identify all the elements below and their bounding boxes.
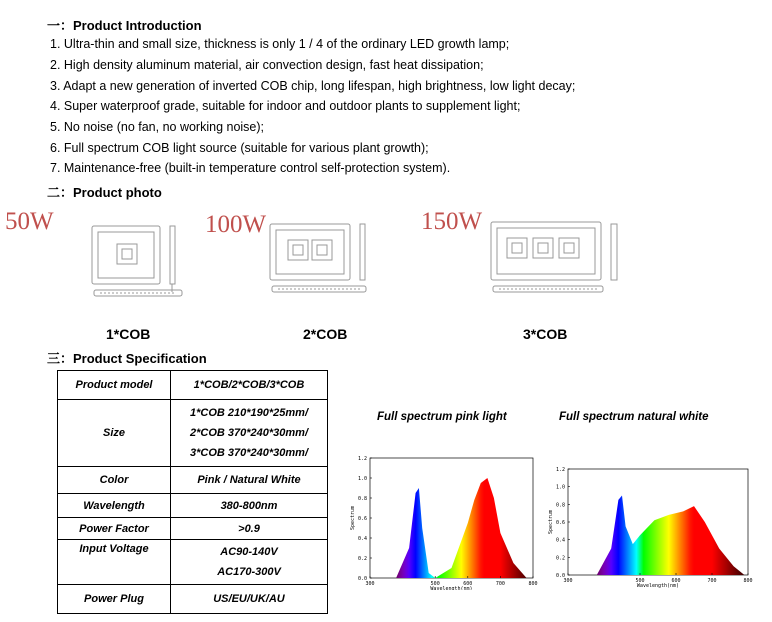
intro-item: 4. Super waterproof grade, suitable for indoor and outdoor plants to supplement light; — [50, 99, 521, 113]
spec-label: Product model — [58, 371, 171, 400]
watt-label: 100W — [205, 211, 267, 238]
y-tick-label: 1.2 — [357, 456, 367, 462]
spectrum-chart-pink — [340, 450, 540, 590]
x-tick-label: 800 — [528, 581, 538, 587]
intro-item: 6. Full spectrum COB light source (suitable for various plant growth); — [50, 141, 429, 155]
lamp-50w-image — [80, 218, 192, 306]
spec-value-line: 2*COB 370*240*30mm/ — [189, 427, 309, 439]
x-axis-label: Wavelength(nm) — [636, 583, 680, 589]
x-tick-label: 300 — [365, 581, 375, 587]
spec-label: Wavelength — [58, 494, 171, 518]
y-tick-label: 0.8 — [555, 502, 565, 509]
spec-table — [57, 370, 328, 614]
x-tick-label: 500 — [430, 581, 440, 587]
intro-item: 7. Maintenance-free (built-in temperature control self-protection system). — [50, 161, 451, 175]
spectrum-area — [396, 478, 526, 578]
spectrum-area — [597, 496, 745, 576]
cob-label: 2*COB — [303, 326, 348, 342]
y-tick-label: 1.0 — [357, 476, 367, 482]
x-tick-label: 500 — [635, 578, 645, 584]
spec-value: 1*COB/2*COB/3*COB — [171, 371, 328, 400]
x-tick-label: 800 — [743, 578, 753, 584]
watt-label: 50W — [5, 208, 54, 235]
spec-value: 380-800nm — [171, 494, 328, 518]
spec-label: Power Plug — [58, 585, 171, 614]
y-tick-label: 1.2 — [555, 467, 565, 473]
y-tick-label: 0.0 — [555, 573, 565, 579]
x-tick-label: 600 — [463, 581, 473, 587]
y-tick-label: 0.8 — [357, 496, 367, 502]
spec-heading: 三：Product Specification — [47, 351, 207, 366]
y-axis-label: Spectrum — [548, 509, 554, 535]
intro-heading: 一：Product Introduction — [47, 18, 202, 33]
intro-item: 5. No noise (no fan, no working noise); — [50, 120, 265, 134]
intro-item: 3. Adapt a new generation of inverted COB chip, long lifespan, high brightness, low light decay; — [50, 79, 576, 93]
spec-row — [58, 585, 328, 614]
intro-item: 1. Ultra-thin and small size, thickness is only 1 / 4 of the ordinary LED growth lamp; — [50, 37, 510, 51]
chart-title: Full spectrum natural white — [559, 411, 709, 423]
y-tick-label: 0.2 — [357, 556, 367, 562]
spec-row — [58, 467, 328, 494]
chart-title: Full spectrum pink light — [377, 411, 507, 423]
x-tick-label: 600 — [671, 578, 681, 584]
y-tick-label: 1.0 — [555, 484, 565, 491]
spec-label: Input Voltage — [58, 540, 171, 585]
x-tick-label: 700 — [495, 581, 505, 587]
spec-row — [58, 518, 328, 540]
cob-label: 1*COB — [106, 326, 151, 342]
y-tick-label: 0.0 — [357, 576, 367, 582]
spec-value — [171, 540, 328, 585]
y-tick-label: 0.6 — [357, 516, 367, 522]
x-axis-label: Wavelength(nm) — [430, 586, 473, 590]
y-tick-label: 0.6 — [555, 520, 565, 526]
spec-value-line: 1*COB 210*190*25mm/ — [189, 407, 309, 419]
spec-value-line: AC170-300V — [217, 566, 281, 578]
y-tick-label: 0.2 — [555, 555, 565, 562]
y-tick-label: 0.4 — [357, 536, 367, 542]
spec-row — [58, 540, 328, 585]
spec-value: Pink / Natural White — [171, 467, 328, 494]
spec-value: US/EU/UK/AU — [171, 585, 328, 614]
photo-heading: 二：Product photo — [47, 185, 162, 200]
spec-row — [58, 494, 328, 518]
spec-value-line: 3*COB 370*240*30mm/ — [189, 447, 309, 459]
lamp-150w-image — [487, 218, 627, 298]
spec-row — [58, 371, 328, 400]
spec-value-line: AC90-140V — [220, 546, 278, 558]
intro-item: 2. High density aluminum material, air convection design, fast heat dissipation; — [50, 58, 484, 72]
cob-label: 3*COB — [523, 326, 568, 342]
spec-label: Color — [58, 467, 171, 494]
x-tick-label: 300 — [563, 578, 573, 584]
spec-label: Power Factor — [58, 518, 171, 540]
spec-label: Size — [58, 400, 171, 467]
lamp-100w-image — [268, 218, 374, 298]
watt-label: 150W — [421, 208, 483, 235]
y-axis-label: Spectrum — [350, 505, 356, 531]
spec-row — [58, 400, 328, 467]
spec-value: >0.9 — [171, 518, 328, 540]
x-tick-label: 700 — [707, 578, 717, 584]
y-tick-label: 0.4 — [555, 537, 565, 544]
spec-value — [171, 400, 328, 467]
spectrum-chart-white — [532, 462, 757, 590]
